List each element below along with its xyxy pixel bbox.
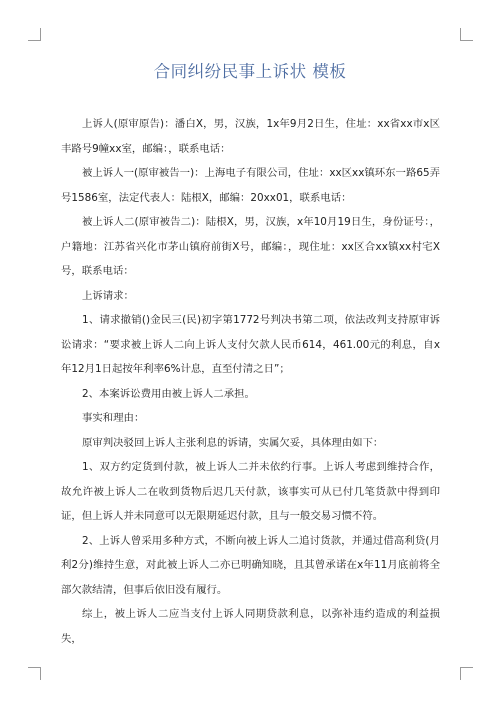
paragraph-claim-two: 2、本案诉讼费用由被上诉人二承担。 <box>82 387 255 400</box>
paragraph-appellant: 上诉人(原审原告)：潘白X，男，汉族，1x年9月2日生，住址：xx省xx市x区丰路号9幢xx室，邮编：，联系电话： <box>61 118 440 155</box>
paragraph-respondent-two: 被上诉人二(原审被告二)：陆根X，男，汉族，x年10月19日生，身份证号：，户籍地：江苏省兴化市茅山镇府前街X号，邮编：，现住址：xx区合xx镇xx村宅X号，联系电话： <box>61 216 440 277</box>
paragraph-facts-intro: 原审判决驳回上诉人主张利息的诉请，实属欠妥，具体理由如下： <box>82 436 384 449</box>
corner-mark-top-left <box>28 28 41 41</box>
paragraph-conclusion: 综上，被上诉人二应当支付上诉人同期贷款利息，以弥补违约造成的利益损失， <box>61 608 440 645</box>
paragraph-claim-one: 1、请求撤销()金民三(民)初字第1772号判决书第二项，依法改判支持原审诉讼请求：“要求被上诉人二向上诉人支付欠款人民币614，461.00元的利息，自x年12月1日起按年利率6%计息，直至付清之日”； <box>61 314 440 375</box>
corner-mark-bottom-left <box>28 667 41 680</box>
corner-mark-bottom-right <box>460 667 473 680</box>
paragraph-facts-heading: 事实和理由： <box>82 412 145 424</box>
paragraph-claims-heading: 上诉请求： <box>82 289 134 302</box>
paragraph-respondent-one: 被上诉人一(原审被告一)：上海电子有限公司，住址：xx区xx镇环东一路65弄号1586室，法定代表人：陆根X，邮编：20xx01，联系电话： <box>61 167 440 204</box>
document-body <box>61 112 440 651</box>
document-title: 合同纠纷民事上诉状 模板 <box>153 62 347 81</box>
corner-mark-top-right <box>460 28 473 41</box>
paragraph-reason-two: 2、上诉人曾采用多种方式，不断向被上诉人二追讨货款，并通过借高利贷(月利2分)维持生意，对此被上诉人二亦已明确知晓，且其曾承诺在x年11月底前将全部欠款结清，但事后依旧没有履行。 <box>61 534 440 596</box>
paragraph-reason-one: 1、双方约定货到付款，被上诉人二并未依约行事。上诉人考虑到维持合作，故允许被上诉人二在收到货物后迟几天付款，该事实可从已付几笔货款中得到印证，但上诉人并未同意可以无限期延迟付款，且与一般交易习惯不符。 <box>61 461 440 522</box>
